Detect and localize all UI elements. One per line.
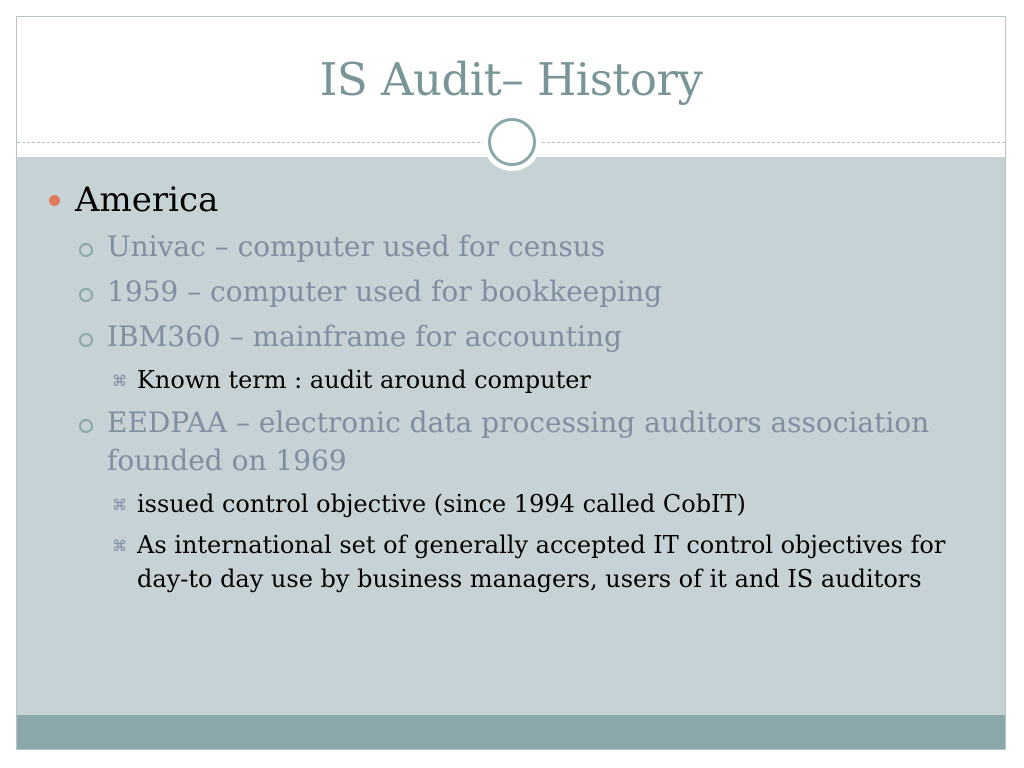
bullet-america: America — [75, 180, 219, 220]
bullet-x-icon: ⌘ — [112, 537, 127, 555]
bullet-circle-icon — [79, 333, 93, 347]
bullet-x-icon: ⌘ — [112, 496, 127, 514]
slide-title: IS Audit– History — [319, 53, 703, 106]
bullet-international-line2: day-to day use by business managers, users of it and IS auditors — [137, 565, 922, 593]
bullet-circle-icon — [79, 419, 93, 433]
bullet-eedpaa-line2: founded on 1969 — [107, 444, 347, 477]
bullet-1959: 1959 – computer used for bookkeeping — [107, 275, 663, 308]
bullet-dot-icon — [49, 195, 60, 206]
bullet-known-term: Known term : audit around computer — [137, 366, 591, 394]
bullet-issued-control: issued control objective (since 1994 called CobIT) — [137, 490, 746, 518]
bullet-univac: Univac – computer used for census — [107, 230, 606, 263]
bullet-circle-icon — [79, 288, 93, 302]
bullet-eedpaa-line1: EEDPAA – electronic data processing auditors association — [107, 406, 930, 439]
bullet-circle-icon — [79, 243, 93, 257]
bullet-x-icon: ⌘ — [112, 372, 127, 390]
bullet-ibm360: IBM360 – mainframe for accounting — [107, 320, 622, 353]
bullet-international-line1: As international set of generally accepted IT control objectives for — [137, 531, 946, 559]
slide — [16, 16, 1006, 750]
bullet-list — [17, 17, 1005, 749]
